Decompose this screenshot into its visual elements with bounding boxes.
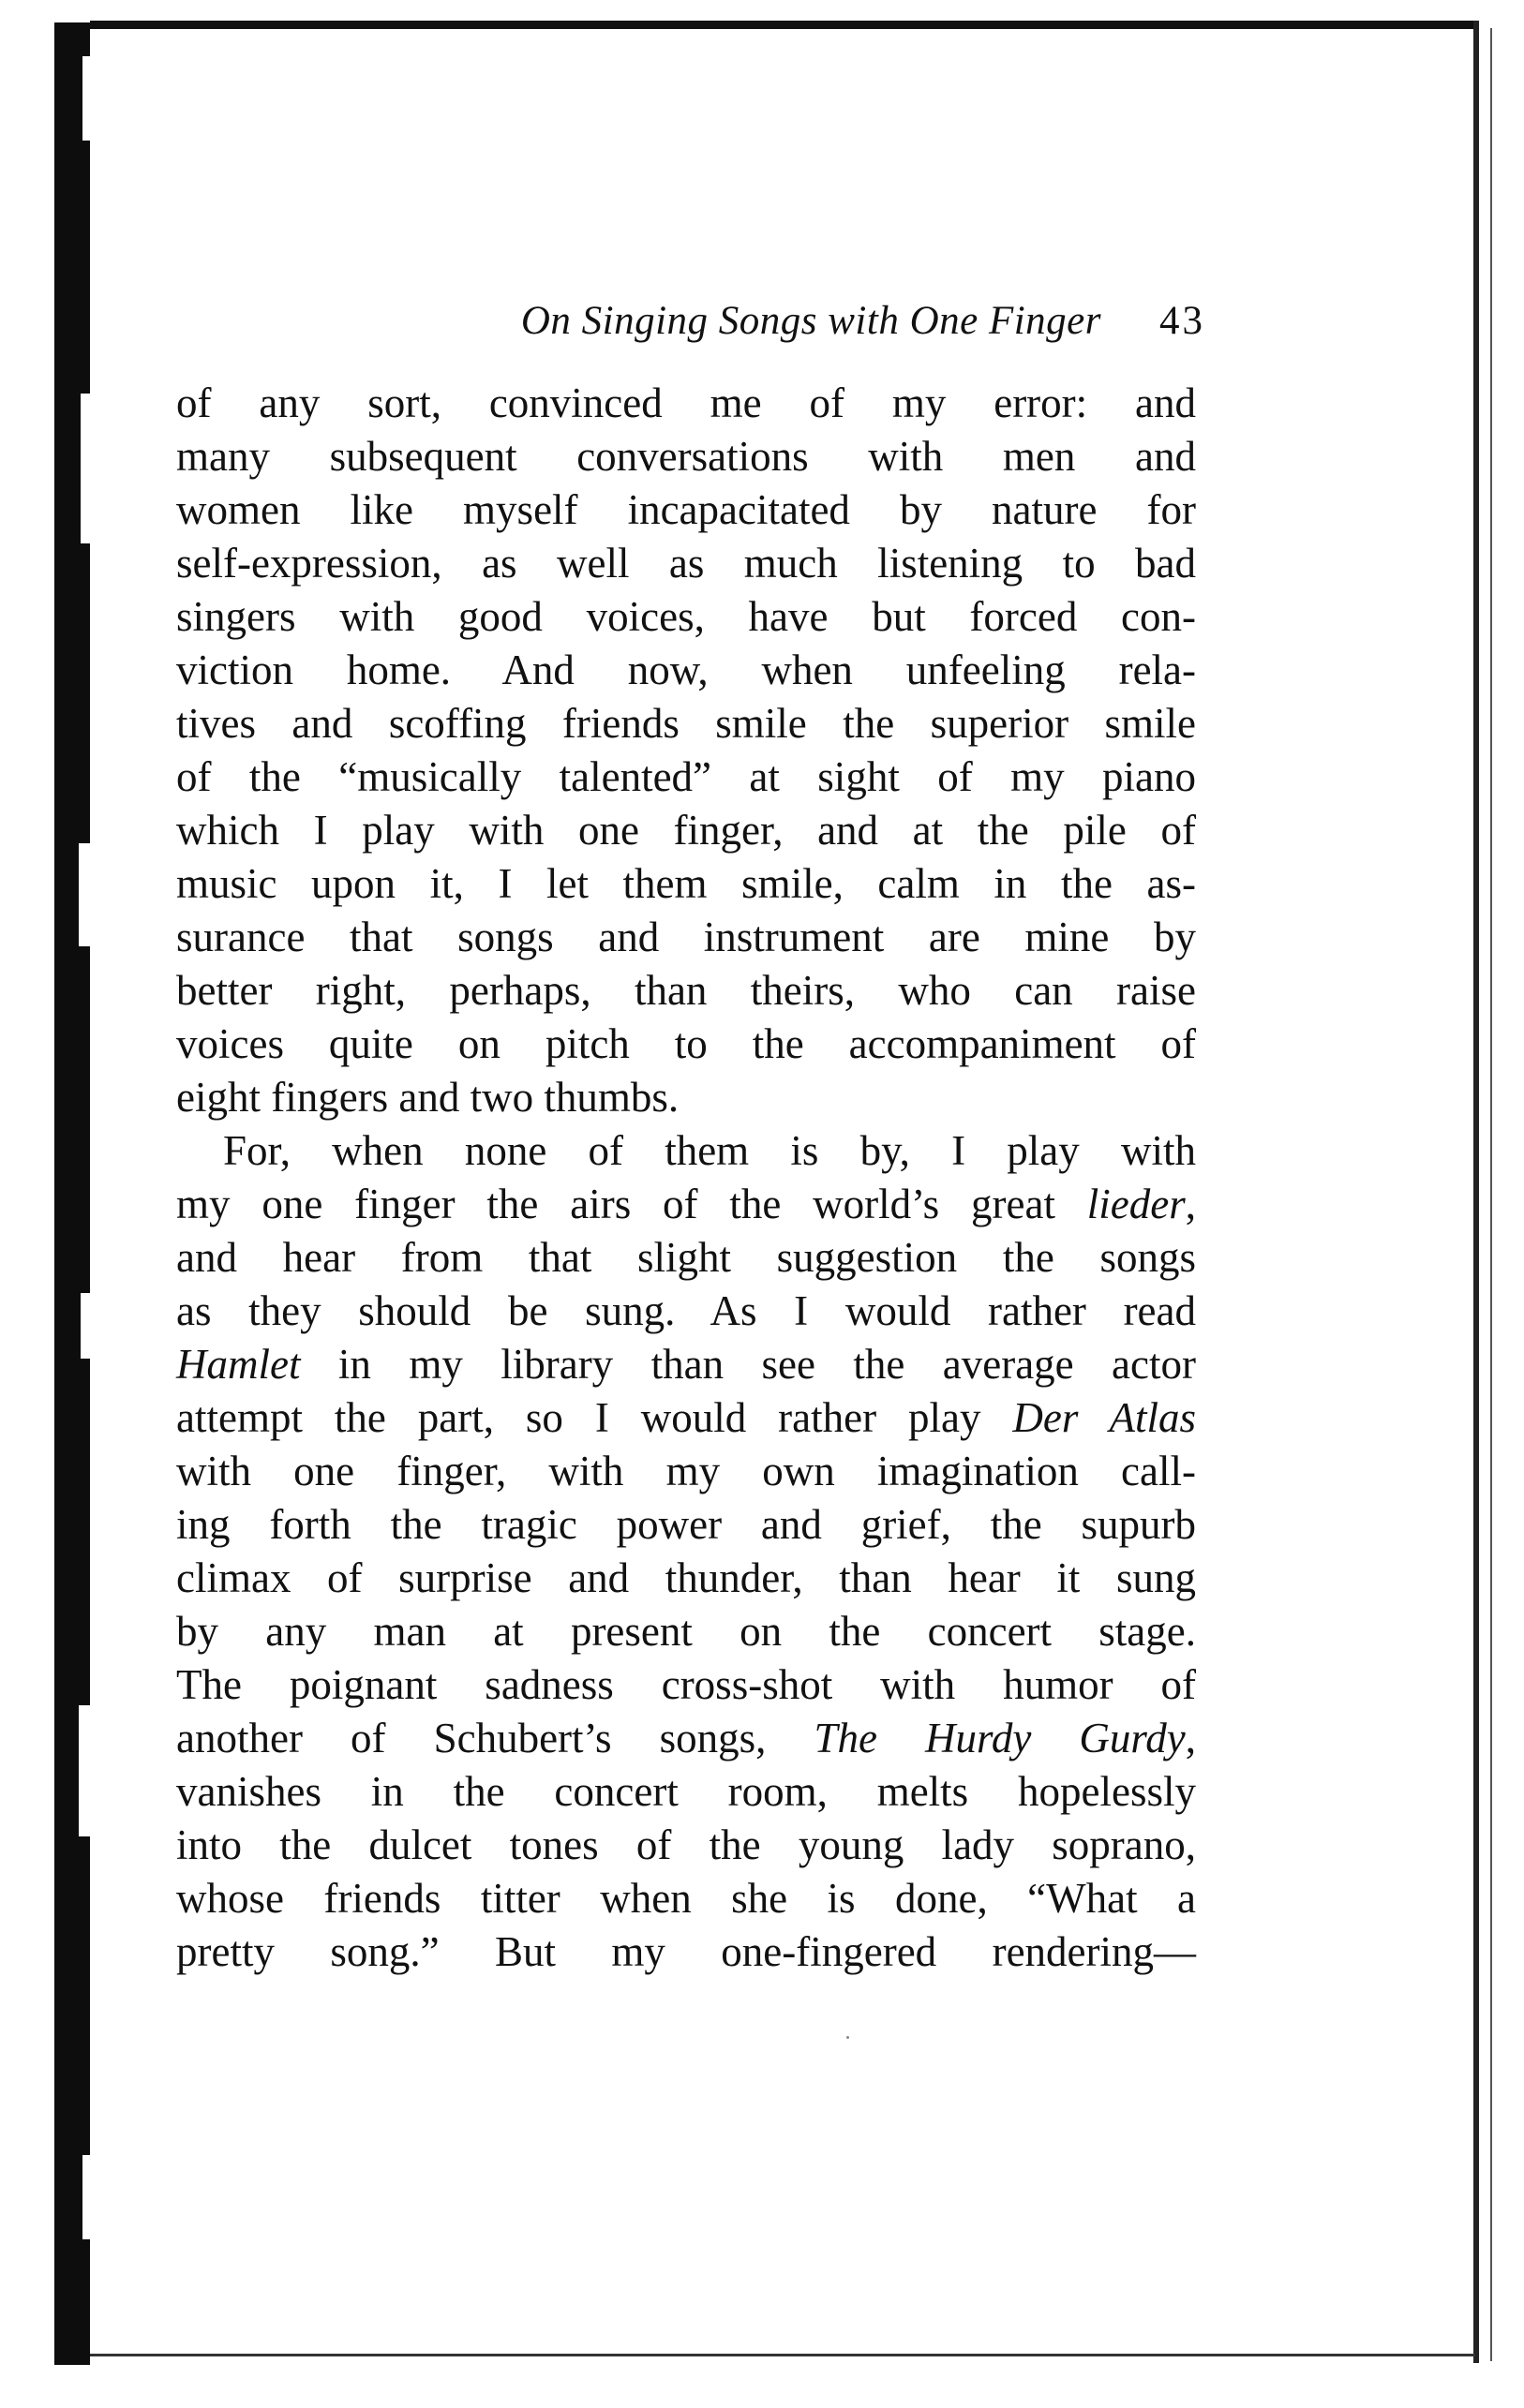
paragraph-1 xyxy=(176,377,1196,1124)
text-line: into the dulcet tones of the young lady soprano, xyxy=(176,1821,1196,1868)
text-line: viction home. And now, when unfeeling rela- xyxy=(176,647,1196,693)
text-line: and hear from that slight suggestion the songs xyxy=(176,1234,1196,1281)
text-line: tives and scoffing friends smile the superior smile xyxy=(176,700,1196,747)
text-line: self-expression, as well as much listening to bad xyxy=(176,540,1196,587)
scan-border-notch xyxy=(79,1705,90,1836)
scan-border-notch xyxy=(82,56,90,141)
text-line: pretty song.” But my one-fingered rendering— xyxy=(176,1928,1196,1975)
scan-speck xyxy=(846,2036,849,2039)
text-line xyxy=(176,1712,1196,1765)
text-run: , xyxy=(1185,1181,1196,1227)
text-line xyxy=(176,1391,1196,1445)
scan-border-bottom xyxy=(90,2354,1475,2356)
scan-border-notch xyxy=(81,1293,90,1359)
text-line: of any sort, convinced me of my error: and xyxy=(176,379,1196,426)
text-line: surance that songs and instrument are mine by xyxy=(176,914,1196,960)
scan-border-left xyxy=(54,22,90,2365)
text-line: whose friends titter when she is done, “What a xyxy=(176,1875,1196,1922)
running-title: On Singing Songs with One Finger xyxy=(520,299,1101,343)
italic-term: The Hurdy Gurdy xyxy=(814,1715,1186,1761)
text-line: as they should be sung. As I would rather read xyxy=(176,1287,1196,1334)
scan-border-notch xyxy=(79,843,90,946)
scan-border-top xyxy=(90,21,1475,29)
italic-term: Hamlet xyxy=(176,1341,301,1388)
text-line: singers with good voices, have but forced con- xyxy=(176,593,1196,640)
text-line xyxy=(176,1178,1196,1231)
page-number: 43 xyxy=(1159,299,1205,343)
text-line: women like myself incapacitated by nature for xyxy=(176,486,1196,533)
text-line: many subsequent conversations with men and xyxy=(176,433,1196,480)
text-line: better right, perhaps, than theirs, who can raise xyxy=(176,967,1196,1014)
italic-term: lieder xyxy=(1086,1181,1186,1227)
text-run: attempt the part, so I would rather play xyxy=(176,1394,1013,1441)
text-line: For, when none of them is by, I play with xyxy=(223,1127,1196,1174)
text-line: music upon it, I let them smile, calm in the as- xyxy=(176,860,1196,907)
scan-border-right xyxy=(1473,21,1479,2363)
text-line: with one finger, with my own imagination call- xyxy=(176,1448,1196,1494)
text-line: voices quite on pitch to the accompaniment of xyxy=(176,1020,1196,1067)
text-line xyxy=(176,1338,1196,1391)
text-line: which I play with one finger, and at the pile of xyxy=(176,807,1196,854)
running-head xyxy=(176,298,1205,364)
text-line: vanishes in the concert room, melts hopelessly xyxy=(176,1768,1196,1815)
text-run: another of Schubert’s songs, xyxy=(176,1715,814,1761)
italic-term: Der Atlas xyxy=(1012,1394,1196,1441)
text-line: eight fingers and two thumbs. xyxy=(176,1074,680,1121)
paragraph-2 xyxy=(176,1124,1196,1979)
text-run: , xyxy=(1185,1715,1196,1761)
scan-border-right-inner xyxy=(1490,28,1492,2361)
scan-border-notch xyxy=(82,2155,90,2239)
text-run: my one finger the airs of the world’s great xyxy=(176,1181,1087,1227)
text-line: climax of surprise and thunder, than hear it sung xyxy=(176,1554,1196,1601)
text-line: of the “musically talented” at sight of my piano xyxy=(176,753,1196,800)
text-line: ing forth the tragic power and grief, the supurb xyxy=(176,1501,1196,1548)
scan-border-notch xyxy=(81,394,90,543)
text-run: in my library than see the average actor xyxy=(300,1341,1196,1388)
text-line: The poignant sadness cross-shot with humor of xyxy=(176,1661,1196,1708)
text-line: by any man at present on the concert stage. xyxy=(176,1608,1196,1655)
book-page xyxy=(176,298,1205,1979)
